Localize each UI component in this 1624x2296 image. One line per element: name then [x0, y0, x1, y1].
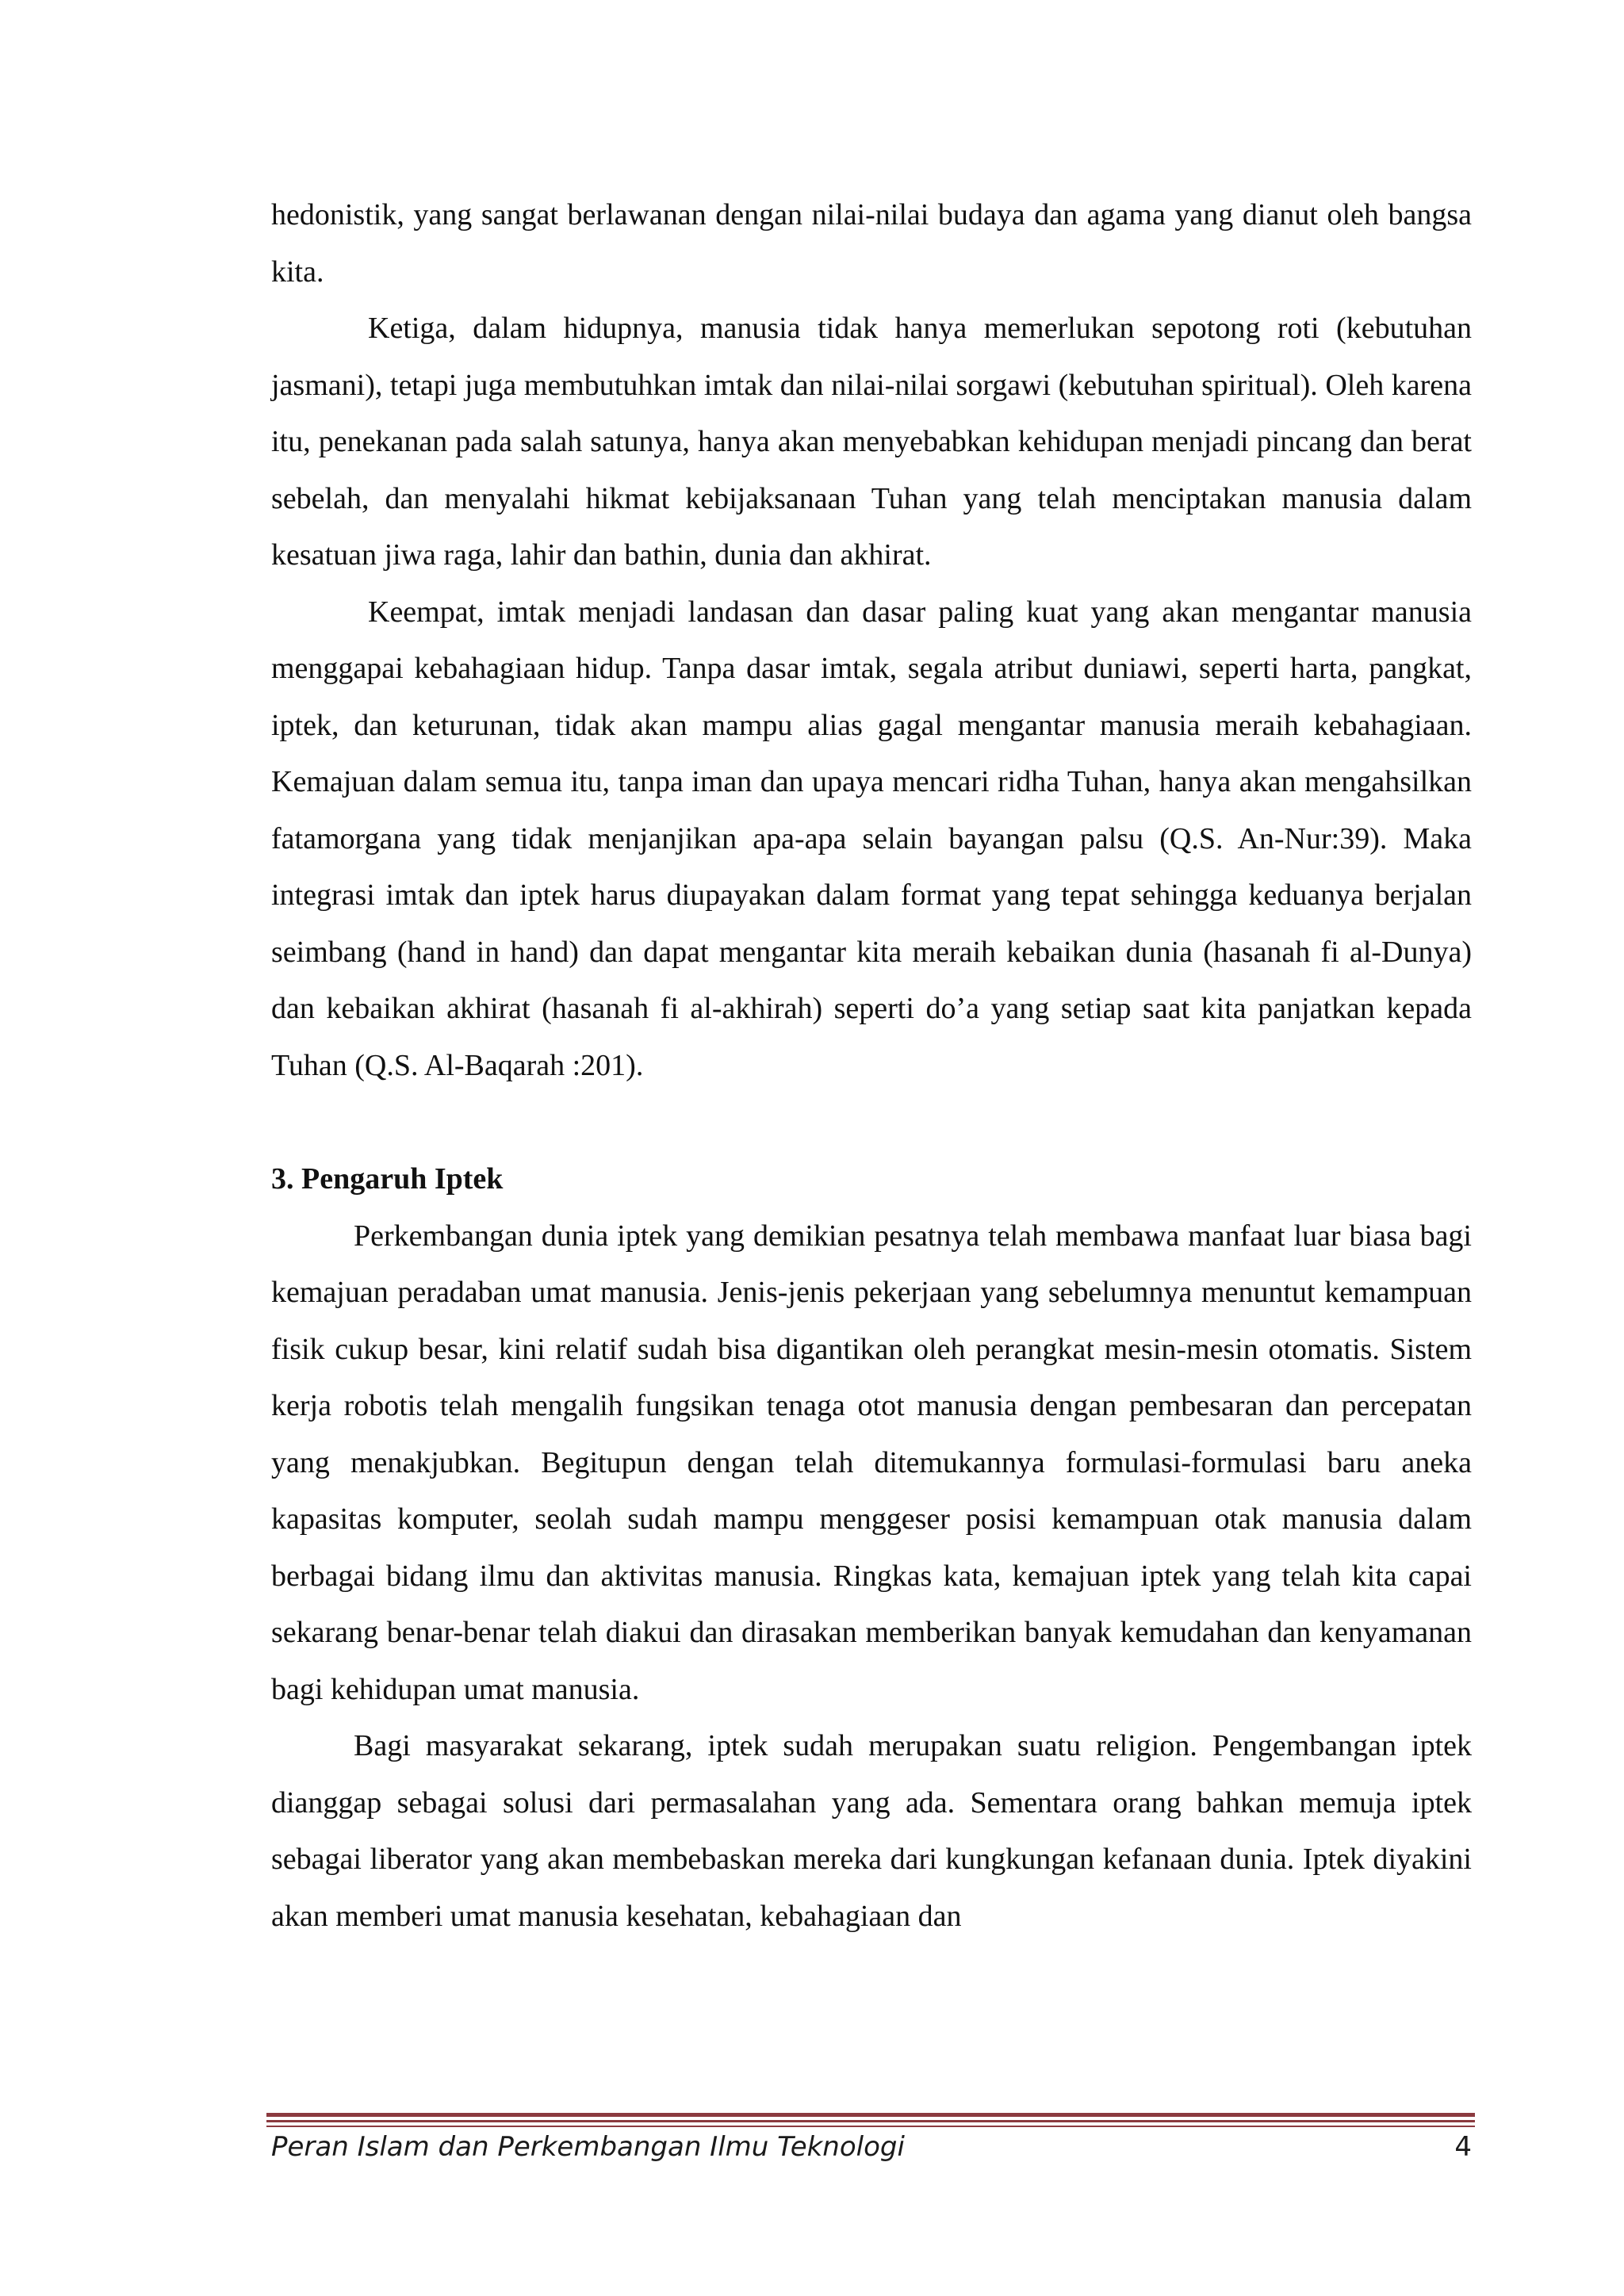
paragraph-perkembangan: Perkembangan dunia iptek yang demikian pesatnya telah membawa manfaat luar biasa bagi kemajuan peradaban umat manusia. Jenis-jenis pekerjaan yang sebelumnya menuntut kemampuan fisik cukup besar, kini relatif sudah bisa digantikan oleh perangkat mesin-mesin otomatis. Sistem kerja robotis telah mengalih fungsikan tenaga otot manusia dengan pembesaran dan percepatan yang menakjubkan. Begitupun dengan telah ditemukannya formulasi-formulasi baru aneka kapasitas komputer, seolah sudah mampu menggeser posisi kemampuan otak manusia dalam berbagai bidang ilmu dan aktivitas manusia. Ringkas kata, kemajuan iptek yang telah kita capai sekarang benar-benar telah diakui dan dirasakan memberikan banyak kemudahan dan kenyamanan bagi kehidupan umat manusia. — [271, 1219, 1472, 1706]
paragraph-keempat: Keempat, imtak menjadi landasan dan dasar paling kuat yang akan mengantar manusia menggapai kebahagiaan hidup. Tanpa dasar imtak, segala atribut duniawi, seperti harta, pangkat, iptek, dan keturunan, tidak akan mampu alias gagal mengantar manusia meraih kebahagiaan. Kemajuan dalam semua itu, tanpa iman dan upaya mencari ridha Tuhan, hanya akan mengahsilkan fatamorgana yang tidak menjanjikan apa-apa selain bayangan palsu (Q.S. An-Nur:39). Maka integrasi imtak dan iptek harus diupayakan dalam format yang tepat sehingga keduanya berjalan seimbang (hand in hand) dan dapat mengantar kita meraih kebaikan dunia (hasanah fi al-Dunya) dan kebaikan akhirat (hasanah fi al-akhirah) seperti do’a yang setiap saat kita panjatkan kepada Tuhan (Q.S. Al-Baqarah :201). — [271, 595, 1472, 1082]
paragraph-ketiga: Ketiga, dalam hidupnya, manusia tidak hanya memerlukan sepotong roti (kebutuhan jasmani), tetapi juga membutuhkan imtak dan nilai-nilai sorgawi (kebutuhan spiritual). Oleh karena itu, penekanan pada salah satunya, hanya akan menyebabkan kehidupan menjadi pincang dan berat sebelah, dan menyalahi hikmat kebijaksanaan Tuhan yang telah menciptakan manusia dalam kesatuan jiwa raga, lahir dan bathin, dunia dan akhirat. — [271, 312, 1472, 572]
page-number: 4 — [1454, 2131, 1472, 2163]
paragraph-bagi-masyarakat: Bagi masyarakat sekarang, iptek sudah merupakan suatu religion. Pengembangan iptek dianggap sebagai solusi dari permasalahan yang ada. Sementara orang bahkan memuja iptek sebagai liberator yang akan membebaskan mereka dari kungkungan kefanaan dunia. Iptek diyakini akan memberi umat manusia kesehatan, kebahagiaan dan — [271, 1729, 1472, 1933]
footer-rule-medium — [266, 2120, 1475, 2122]
footer-title: Peran Islam dan Perkembangan Ilmu Teknologi — [271, 2131, 905, 2163]
page-body — [271, 187, 1472, 1945]
section-heading: 3. Pengaruh Iptek — [271, 1162, 504, 1196]
footer-rule-thick — [266, 2113, 1475, 2117]
footer-rule-thin — [266, 2126, 1475, 2127]
paragraph-continuation: hedonistik, yang sangat berlawanan dengan nilai-nilai budaya dan agama yang dianut oleh bangsa kita. — [271, 198, 1472, 289]
